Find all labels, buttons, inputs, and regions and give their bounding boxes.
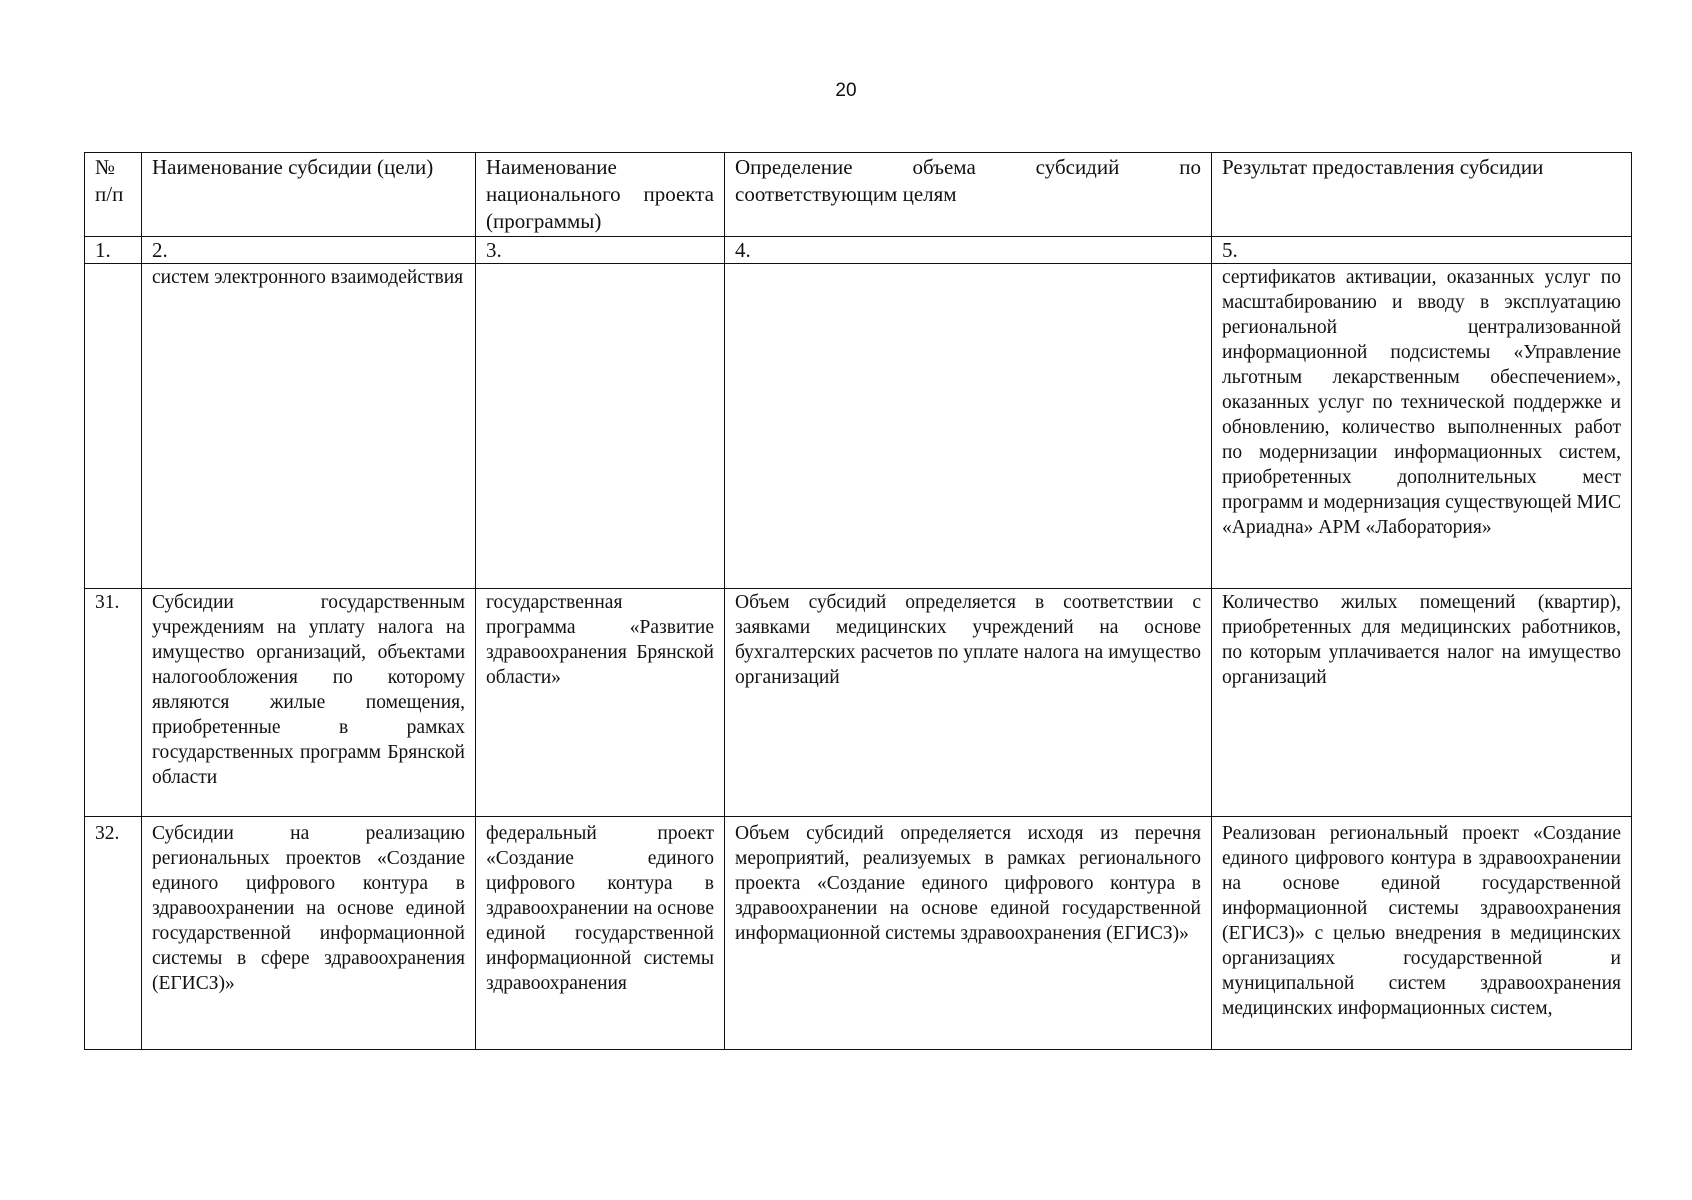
result-cell: Количество жилых помещений (квартир), приобретенных для медицинских работников, по которым уплачивается налог на имущество организаций [1212, 589, 1632, 817]
subsidy-name-cell: Субсидии государственным учреждениям на уплату налога на имущество организаций, объектами налогообложения по которому являются жилые помещения, приобретенные в рамках государственных программ Брянской области [142, 589, 476, 817]
column-index: 1. [85, 237, 142, 264]
national-project-cell [476, 264, 725, 589]
volume-definition-cell [725, 264, 1212, 589]
column-index-row [85, 237, 1632, 264]
result-cell: Реализован региональный проект «Создание единого цифрового контура в здравоохранении на основе единой государственной информационной системы здравоохранения (ЕГИСЗ)» с целью внедрения в медицинских организациях государственной и муниципальной систем здравоохранения медицинских информационных систем, [1212, 817, 1632, 1050]
header-volume-definition: Определение объема субсидий по соответствующим целям [725, 153, 1212, 237]
row-number: 31. [85, 589, 142, 817]
header-row [85, 153, 1632, 237]
column-index: 3. [476, 237, 725, 264]
subsidy-name-cell: систем электронного взаимодействия [142, 264, 476, 589]
table-row [85, 589, 1632, 817]
table-row [85, 264, 1632, 589]
volume-definition-cell: Объем субсидий определяется исходя из перечня мероприятий, реализуемых в рамках регионального проекта «Создание единого цифрового контура в здравоохранении на основе единой государственной информационной системы здравоохранения (ЕГИСЗ)» [725, 817, 1212, 1050]
row-number [85, 264, 142, 589]
row-number: 32. [85, 817, 142, 1050]
table-row [85, 817, 1632, 1050]
subsidy-name-cell: Субсидии на реализацию региональных проектов «Создание единого цифрового контура в здравоохранении на основе единой государственной информационной системы в сфере здравоохранения (ЕГИСЗ)» [142, 817, 476, 1050]
column-index: 4. [725, 237, 1212, 264]
header-subsidy-name: Наименование субсидии (цели) [142, 153, 476, 237]
volume-definition-cell: Объем субсидий определяется в соответствии с заявками медицинских учреждений на основе бухгалтерских расчетов по уплате налога на имущество организаций [725, 589, 1212, 817]
national-project-cell: федеральный проект «Создание единого цифрового контура в здравоохранении на основе единой государственной информационной системы здравоохранения [476, 817, 725, 1050]
page-number: 20 [835, 80, 857, 101]
header-number: № п/п [85, 153, 142, 237]
subsidy-table [84, 152, 1632, 1050]
header-result: Результат предоставления субсидии [1212, 153, 1632, 237]
header-national-project: Наименование национального проекта (программы) [476, 153, 725, 237]
column-index: 5. [1212, 237, 1632, 264]
column-index: 2. [142, 237, 476, 264]
national-project-cell: государственная программа «Развитие здравоохранения Брянской области» [476, 589, 725, 817]
result-cell: сертификатов активации, оказанных услуг по масштабированию и вводу в эксплуатацию региональной централизованной информационной подсистемы «Управление льготным лекарственным обеспечением», оказанных услуг по технической поддержке и обновлению, количество выполненных работ по модернизации информационных систем, приобретенных дополнительных мест программ и модернизация существующей МИС «Ариадна» АРМ «Лаборатория» [1212, 264, 1632, 589]
